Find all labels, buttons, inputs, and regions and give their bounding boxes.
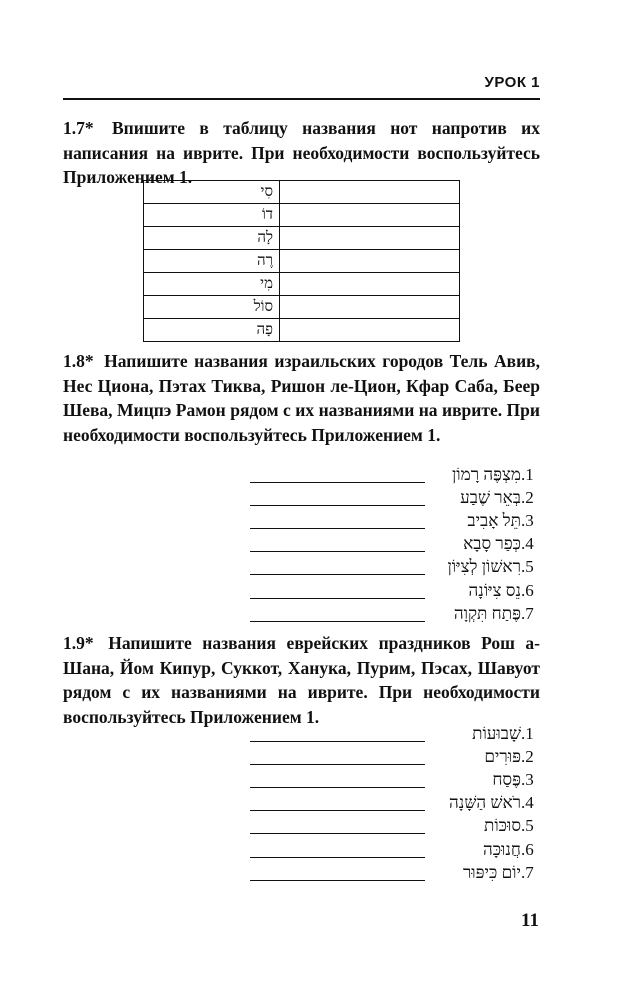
hebrew-city-name: פֶּתַח תִּקְוָה [453,603,521,623]
list-item [250,838,541,861]
hebrew-holiday-name: חֲנוּכָּה [482,839,521,859]
hebrew-city-name: כְּפַר סָבָא [463,534,521,554]
list-item [250,463,541,486]
task-1-8-instructions: Напишите названия израильских городов Тель Авив, Нес Циона, Пэтах Тиква, Ришон ле-Цион, Кфар Саба, Беер Шева, Мицпэ Рамон рядом с их названиями на иврите. При необходимости воспользуйтесь Приложением 1. [63,351,541,445]
answer-blank-line[interactable] [250,467,425,483]
list-item [250,602,541,625]
answer-blank-line[interactable] [250,795,425,811]
answer-blank-line[interactable] [250,865,425,881]
item-number: .7 [521,862,534,882]
note-answer-cell[interactable] [280,227,460,250]
table-row [144,250,460,273]
hebrew-holiday-name: יוֹם כִּיפּוּר [462,862,521,882]
table-row [144,227,460,250]
task-1-9-instructions: Напишите названия еврейских праздников Рош а-Шана, Йом Кипур, Суккот, Ханука, Пурим, Пэсах, Шавуот рядом с их названиями на иврите. При необходимости воспользуйтесь Приложением 1. [63,633,541,727]
note-answer-cell[interactable] [280,204,460,227]
answer-blank-line[interactable] [250,536,425,552]
holidays-answer-list [250,722,541,884]
answer-blank-line[interactable] [250,842,425,858]
hebrew-city-name: מִצְפֶּה רָמוֹן [451,464,521,484]
note-answer-cell[interactable] [280,296,460,319]
task-1-8-text [63,349,540,447]
list-item [250,815,541,838]
list-item [250,533,541,556]
hebrew-holiday-name: פּוּרִים [484,746,521,766]
lesson-title: УРОК 1 [484,74,540,91]
item-number: .6 [521,839,534,859]
note-hebrew: מִי [144,273,280,296]
item-number: .5 [521,557,534,577]
note-answer-cell[interactable] [280,273,460,296]
item-number: .4 [521,534,534,554]
list-item [250,745,541,768]
item-number: .1 [521,723,534,743]
hebrew-holiday-name: סוּכּוֹת [483,816,521,836]
note-answer-cell[interactable] [280,181,460,204]
item-number: .3 [521,510,534,530]
task-1-7-text [63,116,540,190]
task-1-9-text [63,631,540,729]
list-item [250,792,541,815]
page-header [63,70,540,100]
answer-blank-line[interactable] [250,513,425,529]
notes-table [143,180,460,342]
note-hebrew: פָה [144,319,280,342]
item-number: .3 [521,769,534,789]
answer-blank-line[interactable] [250,583,425,599]
hebrew-holiday-name: שָׁבוּעוֹת [472,723,521,743]
item-number: .6 [521,580,534,600]
hebrew-holiday-name: רֹאשׁ הַשָּׁנָה [449,793,521,813]
answer-blank-line[interactable] [250,559,425,575]
answer-blank-line[interactable] [250,726,425,742]
hebrew-holiday-name: פֶּסַח [492,769,521,789]
hebrew-city-name: תֵּל אָבִיב [467,510,521,530]
answer-blank-line[interactable] [250,606,425,622]
table-row [144,319,460,342]
list-item [250,509,541,532]
task-1-8-number: 1.8* [63,351,94,371]
item-number: .4 [521,793,534,813]
table-row [144,273,460,296]
note-hebrew: סִי [144,181,280,204]
answer-blank-line[interactable] [250,818,425,834]
item-number: .1 [521,464,534,484]
item-number: .2 [521,746,534,766]
list-item [250,722,541,745]
note-answer-cell[interactable] [280,250,460,273]
cities-answer-list [250,463,541,625]
task-1-7-instructions: Впишите в таблицу названия нот напротив их написания на иврите. При необходимости воспользуйтесь Приложением 1. [63,118,541,187]
list-item [250,579,541,602]
hebrew-city-name: נֵס צִיּוֹנָה [468,580,521,600]
answer-blank-line[interactable] [250,490,425,506]
list-item [250,556,541,579]
item-number: .7 [521,603,534,623]
table-row [144,204,460,227]
list-item [250,768,541,791]
task-1-7-number: 1.7* [63,118,94,138]
page-number: 11 [521,910,539,931]
note-hebrew: דוֹ [144,204,280,227]
answer-blank-line[interactable] [250,772,425,788]
note-hebrew: רֶה [144,250,280,273]
answer-blank-line[interactable] [250,749,425,765]
task-1-9-number: 1.9* [63,633,94,653]
list-item [250,861,541,884]
note-answer-cell[interactable] [280,319,460,342]
table-row [144,181,460,204]
note-hebrew: סוֹל [144,296,280,319]
hebrew-city-name: בְּאֵר שֶׁבַע [460,487,521,507]
item-number: .5 [521,816,534,836]
note-hebrew: לָה [144,227,280,250]
hebrew-city-name: רִאשׁוֹן לְצִיּוֹן [447,557,521,577]
item-number: .2 [521,487,534,507]
header-rule [63,98,540,100]
list-item [250,486,541,509]
table-row [144,296,460,319]
